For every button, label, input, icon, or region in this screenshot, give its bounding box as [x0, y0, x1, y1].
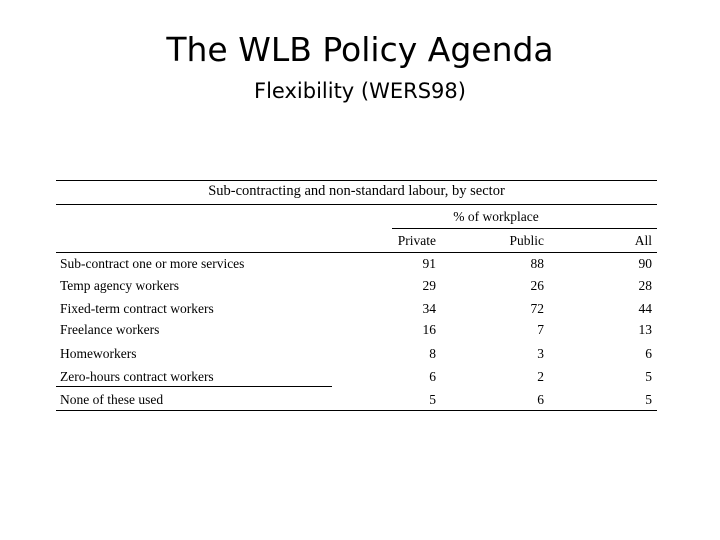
cell-subcontract-all: 90: [638, 256, 652, 271]
cell-none-used-private: 5: [429, 392, 436, 407]
cell-fixed-term-all: 44: [638, 301, 652, 316]
row-separator-rule: [56, 386, 332, 387]
row-label-subcontract: Sub-contract one or more services: [60, 256, 245, 271]
cell-homeworkers-all: 6: [645, 346, 652, 361]
row-label-homeworkers: Homeworkers: [60, 346, 137, 361]
caption-rule: [56, 204, 657, 205]
row-label-fixed-term: Fixed-term contract workers: [60, 301, 214, 316]
table-caption: Sub-contracting and non-standard labour, by sector: [208, 183, 505, 199]
cell-zero-hours-public: 2: [537, 369, 544, 384]
table-bottom-rule: [56, 410, 657, 411]
unit-header-rule: [392, 228, 657, 229]
cell-freelance-all: 13: [638, 322, 652, 337]
cell-freelance-public: 7: [537, 322, 544, 337]
cell-none-used-all: 5: [645, 392, 652, 407]
column-header-public: Public: [509, 233, 544, 248]
cell-homeworkers-private: 8: [429, 346, 436, 361]
column-header-private: Private: [397, 233, 436, 248]
row-label-zero-hours: Zero-hours contract workers: [60, 369, 214, 384]
cell-fixed-term-private: 34: [422, 301, 436, 316]
cell-temp-agency-private: 29: [422, 278, 436, 293]
row-label-none-used: None of these used: [60, 392, 164, 407]
cell-zero-hours-all: 5: [645, 369, 652, 384]
cell-fixed-term-public: 72: [530, 301, 544, 316]
cell-homeworkers-public: 3: [537, 346, 544, 361]
header-rule: [56, 252, 657, 253]
column-header-all: All: [634, 233, 652, 248]
row-label-temp-agency: Temp agency workers: [60, 278, 180, 293]
row-label-freelance: Freelance workers: [60, 322, 160, 337]
cell-temp-agency-all: 28: [638, 278, 652, 293]
cell-subcontract-private: 91: [422, 256, 436, 271]
slide-subtitle: Flexibility (WERS98): [254, 79, 466, 103]
cell-temp-agency-public: 26: [530, 278, 544, 293]
cell-zero-hours-private: 6: [429, 369, 436, 384]
cell-freelance-private: 16: [422, 322, 436, 337]
slide-title: The WLB Policy Agenda: [166, 30, 554, 69]
unit-header: % of workplace: [453, 209, 539, 224]
cell-none-used-public: 6: [537, 392, 544, 407]
cell-subcontract-public: 88: [530, 256, 544, 271]
